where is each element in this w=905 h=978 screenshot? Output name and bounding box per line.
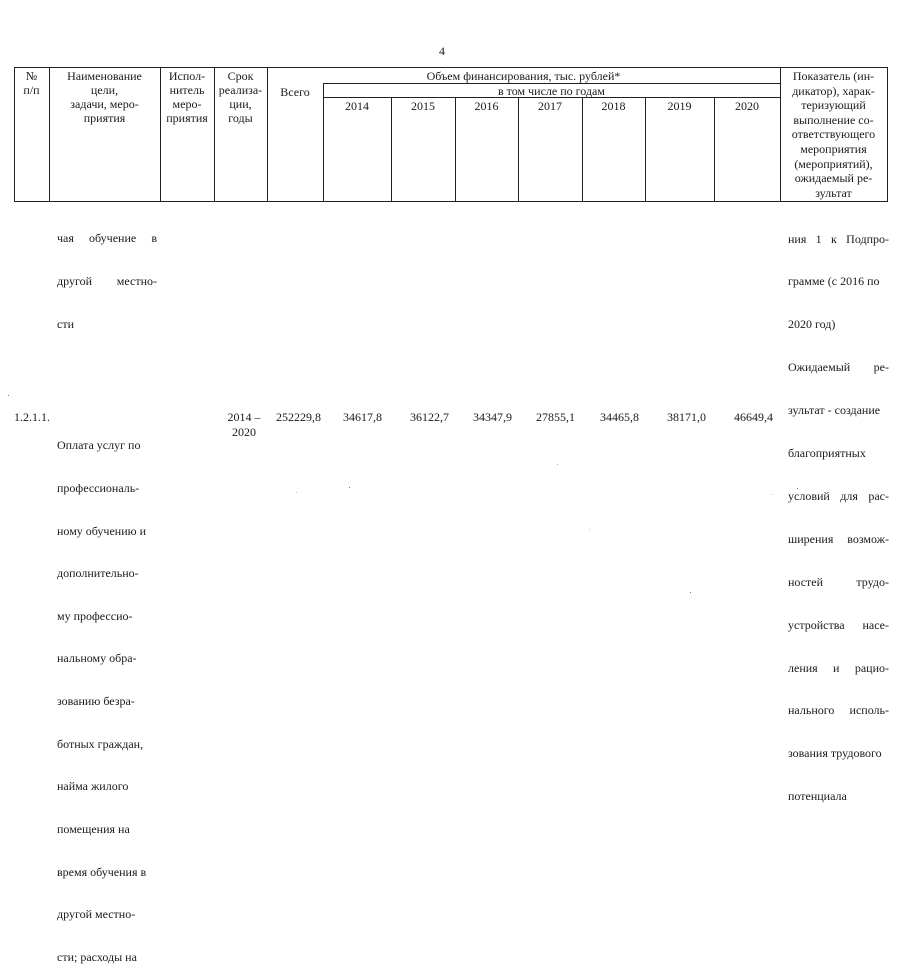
- header-num: № п/п: [23, 69, 40, 97]
- row-value-2014: 34617,8: [343, 410, 382, 424]
- header-name: Наименование цели, задачи, меро- приятия: [67, 69, 142, 125]
- header-year-2020: 2020: [735, 99, 759, 113]
- row-value-2017: 27855,1: [536, 410, 575, 424]
- row-value-2019: 38171,0: [667, 410, 706, 424]
- header-by-years: в том числе по годам: [498, 84, 605, 98]
- header-term: Срок реализа- ции, годы: [218, 69, 263, 125]
- header-year-2018: 2018: [601, 99, 626, 113]
- header-year-2017: 2017: [538, 99, 562, 113]
- row-term-cell: 2014 – 2020: [227, 410, 261, 439]
- header-year-2019: 2019: [667, 99, 692, 113]
- row-value-2016: 34347,9: [473, 410, 512, 424]
- continued-name-cell: чая обучение в другой местно- сти: [57, 231, 157, 331]
- header-year-2016: 2016: [474, 99, 499, 113]
- header-indicator: Показатель (ин- дикатор), харак- теризующий выполнение со- ответствующего мероприятия (мероприятий), ожидаемый ре- зультат: [791, 69, 876, 200]
- row-number: 1.2.1.1.: [14, 410, 50, 424]
- header-total: Всего: [280, 85, 310, 99]
- continued-indicator-cell: ния 1 к Подпро- грамме (с 2016 по 2020 год) Ожидаемый ре- зультат - создание благоприятных условий для рас- ширения возмож- ностей трудо- устройства насе- ления и рацио- нального исполь- зования трудового потенциала: [788, 231, 889, 804]
- header-year-2014: 2014: [345, 99, 369, 113]
- row-value-2018: 34465,8: [600, 410, 639, 424]
- page-number: 4: [439, 44, 445, 58]
- row-value-2020: 46649,4: [734, 410, 773, 424]
- header-executor: Испол- нитель меро- приятия: [166, 69, 208, 125]
- row-name-cell: Оплата услуг по профессиональ- ному обучению и дополнительно- му профессио- нальному обра- зованию безра- ботных граждан, найма жилого помещения на время обучения в другой местно- сти; расходы на: [57, 438, 147, 964]
- row-total: 252229,8: [276, 410, 321, 424]
- header-funding-title: Объем финансирования, тыс. рублей*: [426, 69, 621, 83]
- header-year-2015: 2015: [411, 99, 435, 113]
- row-value-2015: 36122,7: [410, 410, 449, 424]
